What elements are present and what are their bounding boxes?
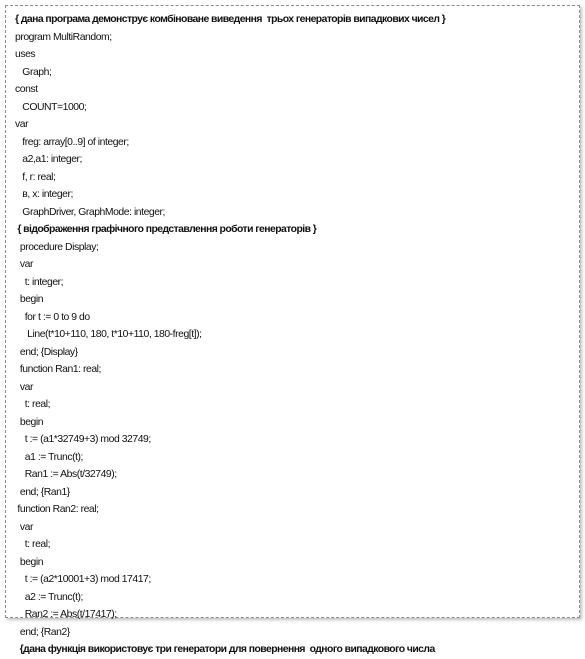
code-line: var bbox=[15, 381, 33, 393]
code-line: f, r: real; bbox=[15, 171, 56, 183]
code-line: function Ran1: real; bbox=[15, 364, 101, 375]
code-line: Graph; bbox=[15, 66, 52, 78]
code-listing-box bbox=[5, 5, 580, 655]
code-line: GraphDriver, GraphMode: integer; bbox=[15, 206, 165, 218]
code-line: end; {Ran2} bbox=[15, 626, 70, 638]
code-line: { відображення графічного представлення роботи генераторів } bbox=[15, 224, 317, 235]
code-line: end; {Ran1} bbox=[15, 486, 70, 498]
code-line: { дана програма демонструє комбіноване виведення трьох генераторів випадкових чисел } bbox=[15, 14, 446, 25]
code-line: uses bbox=[15, 49, 36, 60]
code-line: a2,a1: integer; bbox=[15, 154, 82, 165]
code-line: freg: array[0..9] of integer; bbox=[15, 136, 129, 148]
code-line: begin bbox=[15, 294, 44, 305]
code-line: Line(t*10+110, 180, t*10+110, 180-freg[t]); bbox=[15, 329, 202, 340]
code-line: {дана функція використовує три генератори для повернення одного випадкового числа bbox=[15, 644, 435, 655]
code-line: a1 := Trunc(t); bbox=[15, 451, 83, 463]
code-line: t := (a2*10001+3) mod 17417; bbox=[15, 574, 151, 585]
code-line: в, х: integer; bbox=[15, 189, 73, 200]
code-line: for t := 0 to 9 do bbox=[15, 311, 90, 323]
code-line: end; {Display} bbox=[15, 346, 78, 358]
code-line: Ran1 := Abs(t/32749); bbox=[15, 469, 117, 480]
code-line: var bbox=[15, 521, 33, 533]
code-line: t: integer; bbox=[15, 276, 64, 288]
code-line: Ran2 := Abs(t/17417); bbox=[15, 609, 117, 620]
code-line: program MultiRandom; bbox=[15, 31, 112, 43]
code-line: var bbox=[15, 119, 29, 130]
code-line: begin bbox=[15, 416, 44, 428]
code-line: function Ran2: real; bbox=[15, 504, 99, 515]
code-listing bbox=[15, 11, 573, 659]
code-line: a2 := Trunc(t); bbox=[15, 591, 83, 603]
code-line: procedure Display; bbox=[15, 241, 99, 253]
code-line: begin bbox=[15, 556, 44, 568]
code-line: const bbox=[15, 84, 38, 95]
code-line: t: real; bbox=[15, 399, 51, 410]
code-line: t: real; bbox=[15, 539, 51, 550]
code-line: var bbox=[15, 259, 33, 270]
code-line: COUNT=1000; bbox=[15, 101, 87, 113]
code-line: t := (a1*32749+3) mod 32749; bbox=[15, 434, 151, 445]
